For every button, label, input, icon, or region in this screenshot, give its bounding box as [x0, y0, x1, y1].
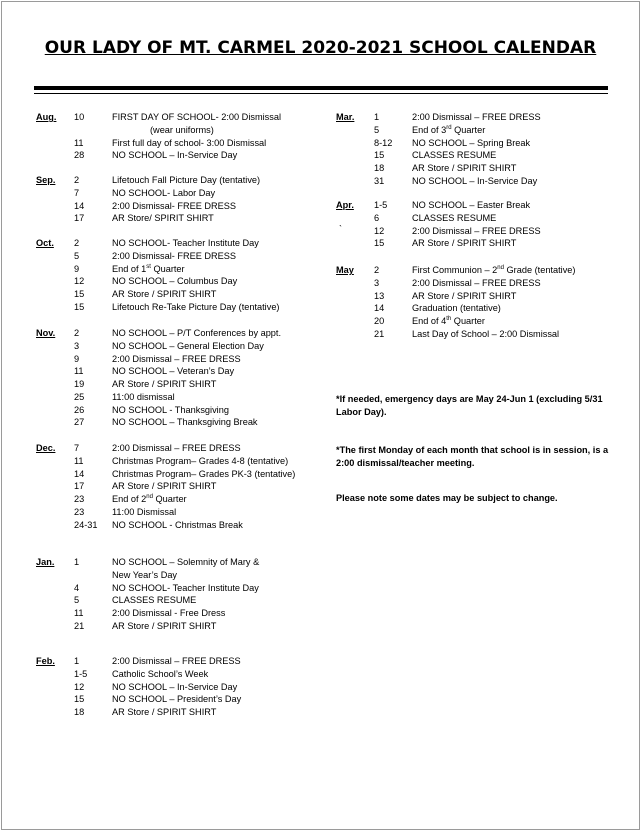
entry-date: 19: [74, 379, 85, 389]
month-name: Feb.: [36, 656, 55, 666]
entry-event: AR Store / SPIRIT SHIRT: [112, 379, 217, 389]
entry-date: 3: [374, 277, 380, 288]
entry-date: 25: [74, 391, 85, 402]
entry-event: NO SCHOOL – President’s Day: [112, 694, 242, 705]
entry-event: NO SCHOOL- Labor Day: [112, 187, 216, 198]
entry-event: AR Store / SPIRIT SHIRT: [412, 290, 517, 301]
entry-event: New Year’s Day: [112, 569, 178, 580]
stray-mark: `: [339, 224, 342, 234]
entry-event: 11:00 dismissal: [112, 391, 175, 402]
month-name: May: [336, 265, 354, 275]
entry-date: 8-12: [374, 137, 393, 148]
entry-date: 15: [74, 289, 85, 299]
entry-date: 11: [74, 608, 84, 618]
entry-date: 5: [74, 595, 80, 606]
entry-date: 2: [74, 175, 80, 185]
entry-date: 7: [74, 187, 80, 198]
entry-event: CLASSES RESUME: [412, 150, 497, 161]
entry-date: 12: [374, 225, 385, 236]
entry-date: 7: [74, 443, 80, 453]
entry-event: 2:00 Dismissal – FREE DRESS: [112, 353, 241, 364]
entry-event: Lifetouch Re-Take Picture Day (tentative): [112, 301, 280, 312]
entry-event: End of 1st Quarter: [112, 263, 185, 274]
entry-date: 15: [74, 301, 85, 312]
entry-date: 1: [374, 112, 380, 122]
page-title: OUR LADY OF MT. CARMEL 2020-2021 SCHOOL CALENDAR: [44, 38, 597, 58]
entry-event: 2:00 Dismissal – FREE DRESS: [412, 225, 541, 236]
entry-event: 11:00 Dismissal: [112, 506, 177, 517]
entry-event: NO SCHOOL – In-Service Day: [412, 175, 538, 186]
entry-event: Last Day of School – 2:00 Dismissal: [412, 328, 560, 339]
entry-event: NO SCHOOL – Columbus Day: [112, 276, 238, 287]
date-change-note: Please note some dates may be subject to change.: [336, 493, 558, 503]
entry-event: NO SCHOOL – Easter Break: [412, 200, 531, 210]
entry-date: 13: [374, 290, 385, 301]
entry-event: Catholic School’s Week: [112, 668, 209, 679]
entry-event: 2:00 Dismissal – FREE DRESS: [112, 443, 241, 453]
entry-event: FIRST DAY OF SCHOOL- 2:00 Dismissal: [112, 112, 281, 122]
entry-date: 18: [74, 707, 85, 717]
month-name: Mar.: [336, 112, 355, 122]
entry-event: 2:00 Dismissal- FREE DRESS: [112, 250, 237, 261]
entry-event: End of 2nd Quarter: [112, 493, 187, 504]
entry-event: AR Store / SPIRIT SHIRT: [112, 707, 217, 717]
month-name: Sep.: [36, 175, 56, 185]
entry-event: NO SCHOOL – P/T Conferences by appt.: [112, 328, 282, 338]
entry-event: NO SCHOOL – Veteran’s Day: [112, 366, 235, 377]
calendar-page: [1, 1, 640, 830]
month-name: Dec.: [36, 443, 56, 453]
entry-event: 2:00 Dismissal – FREE DRESS: [412, 277, 541, 288]
entry-event: CLASSES RESUME: [412, 212, 497, 223]
entry-date: 21: [74, 620, 85, 631]
month-name: Jan.: [36, 557, 55, 567]
entry-date: 1: [74, 557, 80, 567]
entry-date: 15: [374, 238, 385, 249]
entry-date: 11: [74, 366, 84, 377]
entry-date: 9: [74, 263, 80, 274]
entry-event: AR Store / SPIRIT SHIRT: [412, 163, 517, 173]
entry-event: NO SCHOOL – In-Service Day: [112, 150, 238, 161]
emergency-days-note: *If needed, emergency days are May 24-Jun 1 (excluding 5/31 Labor Day).: [336, 394, 603, 417]
month-name: Aug.: [36, 112, 57, 122]
month-name: Oct.: [36, 238, 54, 248]
monday-dismissal-note: *The first Monday of each month that school is in session, is a 2:00 dismissal/teacher meeting.: [336, 445, 609, 468]
entry-event: First full day of school- 3:00 Dismissal: [112, 137, 267, 148]
entry-event: AR Store / SPIRIT SHIRT: [112, 289, 217, 299]
entry-date: 17: [74, 481, 85, 492]
entry-date: 20: [374, 316, 385, 326]
entry-date: 15: [74, 694, 85, 705]
entry-event: NO SCHOOL – In-Service Day: [112, 681, 238, 692]
entry-event: AR Store / SPIRIT SHIRT: [112, 481, 217, 492]
entry-event: Christmas Program– Grades PK-3 (tentative): [112, 468, 296, 479]
header-rule-thin: [34, 93, 608, 94]
entry-date: 23: [74, 506, 85, 517]
entry-event: 2:00 Dismissal – FREE DRESS: [112, 656, 241, 666]
entry-date: 17: [74, 213, 85, 224]
entry-date: 5: [74, 250, 80, 261]
entry-date: 18: [374, 163, 385, 173]
entry-date: 1-5: [374, 200, 388, 210]
entry-date: 1: [74, 656, 80, 666]
entry-date: 6: [374, 212, 380, 223]
entry-event: AR Store / SPIRIT SHIRT: [112, 620, 217, 631]
entry-event: Christmas Program– Grades 4-8 (tentative): [112, 455, 289, 466]
entry-event: NO SCHOOL- Teacher Institute Day: [112, 582, 259, 593]
entry-event: NO SCHOOL - Thanksgiving: [112, 404, 229, 415]
entry-event: NO SCHOOL- Teacher Institute Day: [112, 238, 259, 248]
entry-date: 27: [74, 417, 85, 428]
entry-event: NO SCHOOL – Solemnity of Mary &: [112, 557, 260, 567]
entry-event: (wear uniforms): [150, 124, 214, 135]
entry-event: CLASSES RESUME: [112, 595, 197, 606]
entry-event: NO SCHOOL - Christmas Break: [112, 519, 243, 530]
entry-event: 2:00 Dismissal – FREE DRESS: [412, 112, 541, 122]
entry-event: AR Store / SPIRIT SHIRT: [412, 238, 517, 249]
entry-date: 31: [374, 175, 385, 186]
entry-date: 26: [74, 404, 85, 415]
entry-date: 12: [74, 276, 85, 287]
entry-event: Graduation (tentative): [412, 303, 501, 314]
entry-event: First Communion – 2nd Grade (tentative): [412, 264, 576, 275]
entry-date: 21: [374, 328, 385, 339]
entry-event: AR Store/ SPIRIT SHIRT: [112, 213, 214, 224]
entry-date: 11: [74, 137, 84, 148]
header-rule-thick: [34, 86, 608, 90]
entry-date: 2: [374, 265, 380, 275]
entry-date: 4: [74, 582, 80, 593]
entry-date: 2: [74, 328, 80, 338]
entry-date: 9: [74, 353, 80, 364]
entry-event: 2:00 Dismissal - Free Dress: [112, 608, 226, 618]
entry-event: Lifetouch Fall Picture Day (tentative): [112, 175, 261, 185]
entry-date: 2: [74, 238, 80, 248]
entry-date: 5: [374, 124, 380, 135]
entry-date: 3: [74, 340, 80, 351]
entry-date: 24-31: [74, 519, 98, 530]
entry-date: 15: [374, 150, 385, 161]
month-name: Nov.: [36, 328, 56, 338]
entry-date: 23: [74, 494, 85, 504]
entry-event: End of 4th Quarter: [412, 315, 485, 326]
entry-event: NO SCHOOL – Spring Break: [412, 137, 531, 148]
entry-date: 1-5: [74, 668, 88, 679]
entry-date: 11: [74, 455, 84, 466]
entry-date: 12: [74, 681, 85, 692]
month-name: Apr.: [336, 200, 354, 210]
entry-date: 14: [74, 468, 85, 479]
entry-event: NO SCHOOL – Thanksgiving Break: [112, 417, 258, 428]
entry-date: 14: [74, 200, 85, 211]
entry-date: 10: [74, 112, 85, 122]
entry-date: 14: [374, 303, 385, 314]
entry-date: 28: [74, 150, 85, 161]
entry-event: End of 3rd Quarter: [412, 124, 486, 135]
entry-event: NO SCHOOL – General Election Day: [112, 340, 264, 351]
entry-event: 2:00 Dismissal- FREE DRESS: [112, 200, 237, 211]
